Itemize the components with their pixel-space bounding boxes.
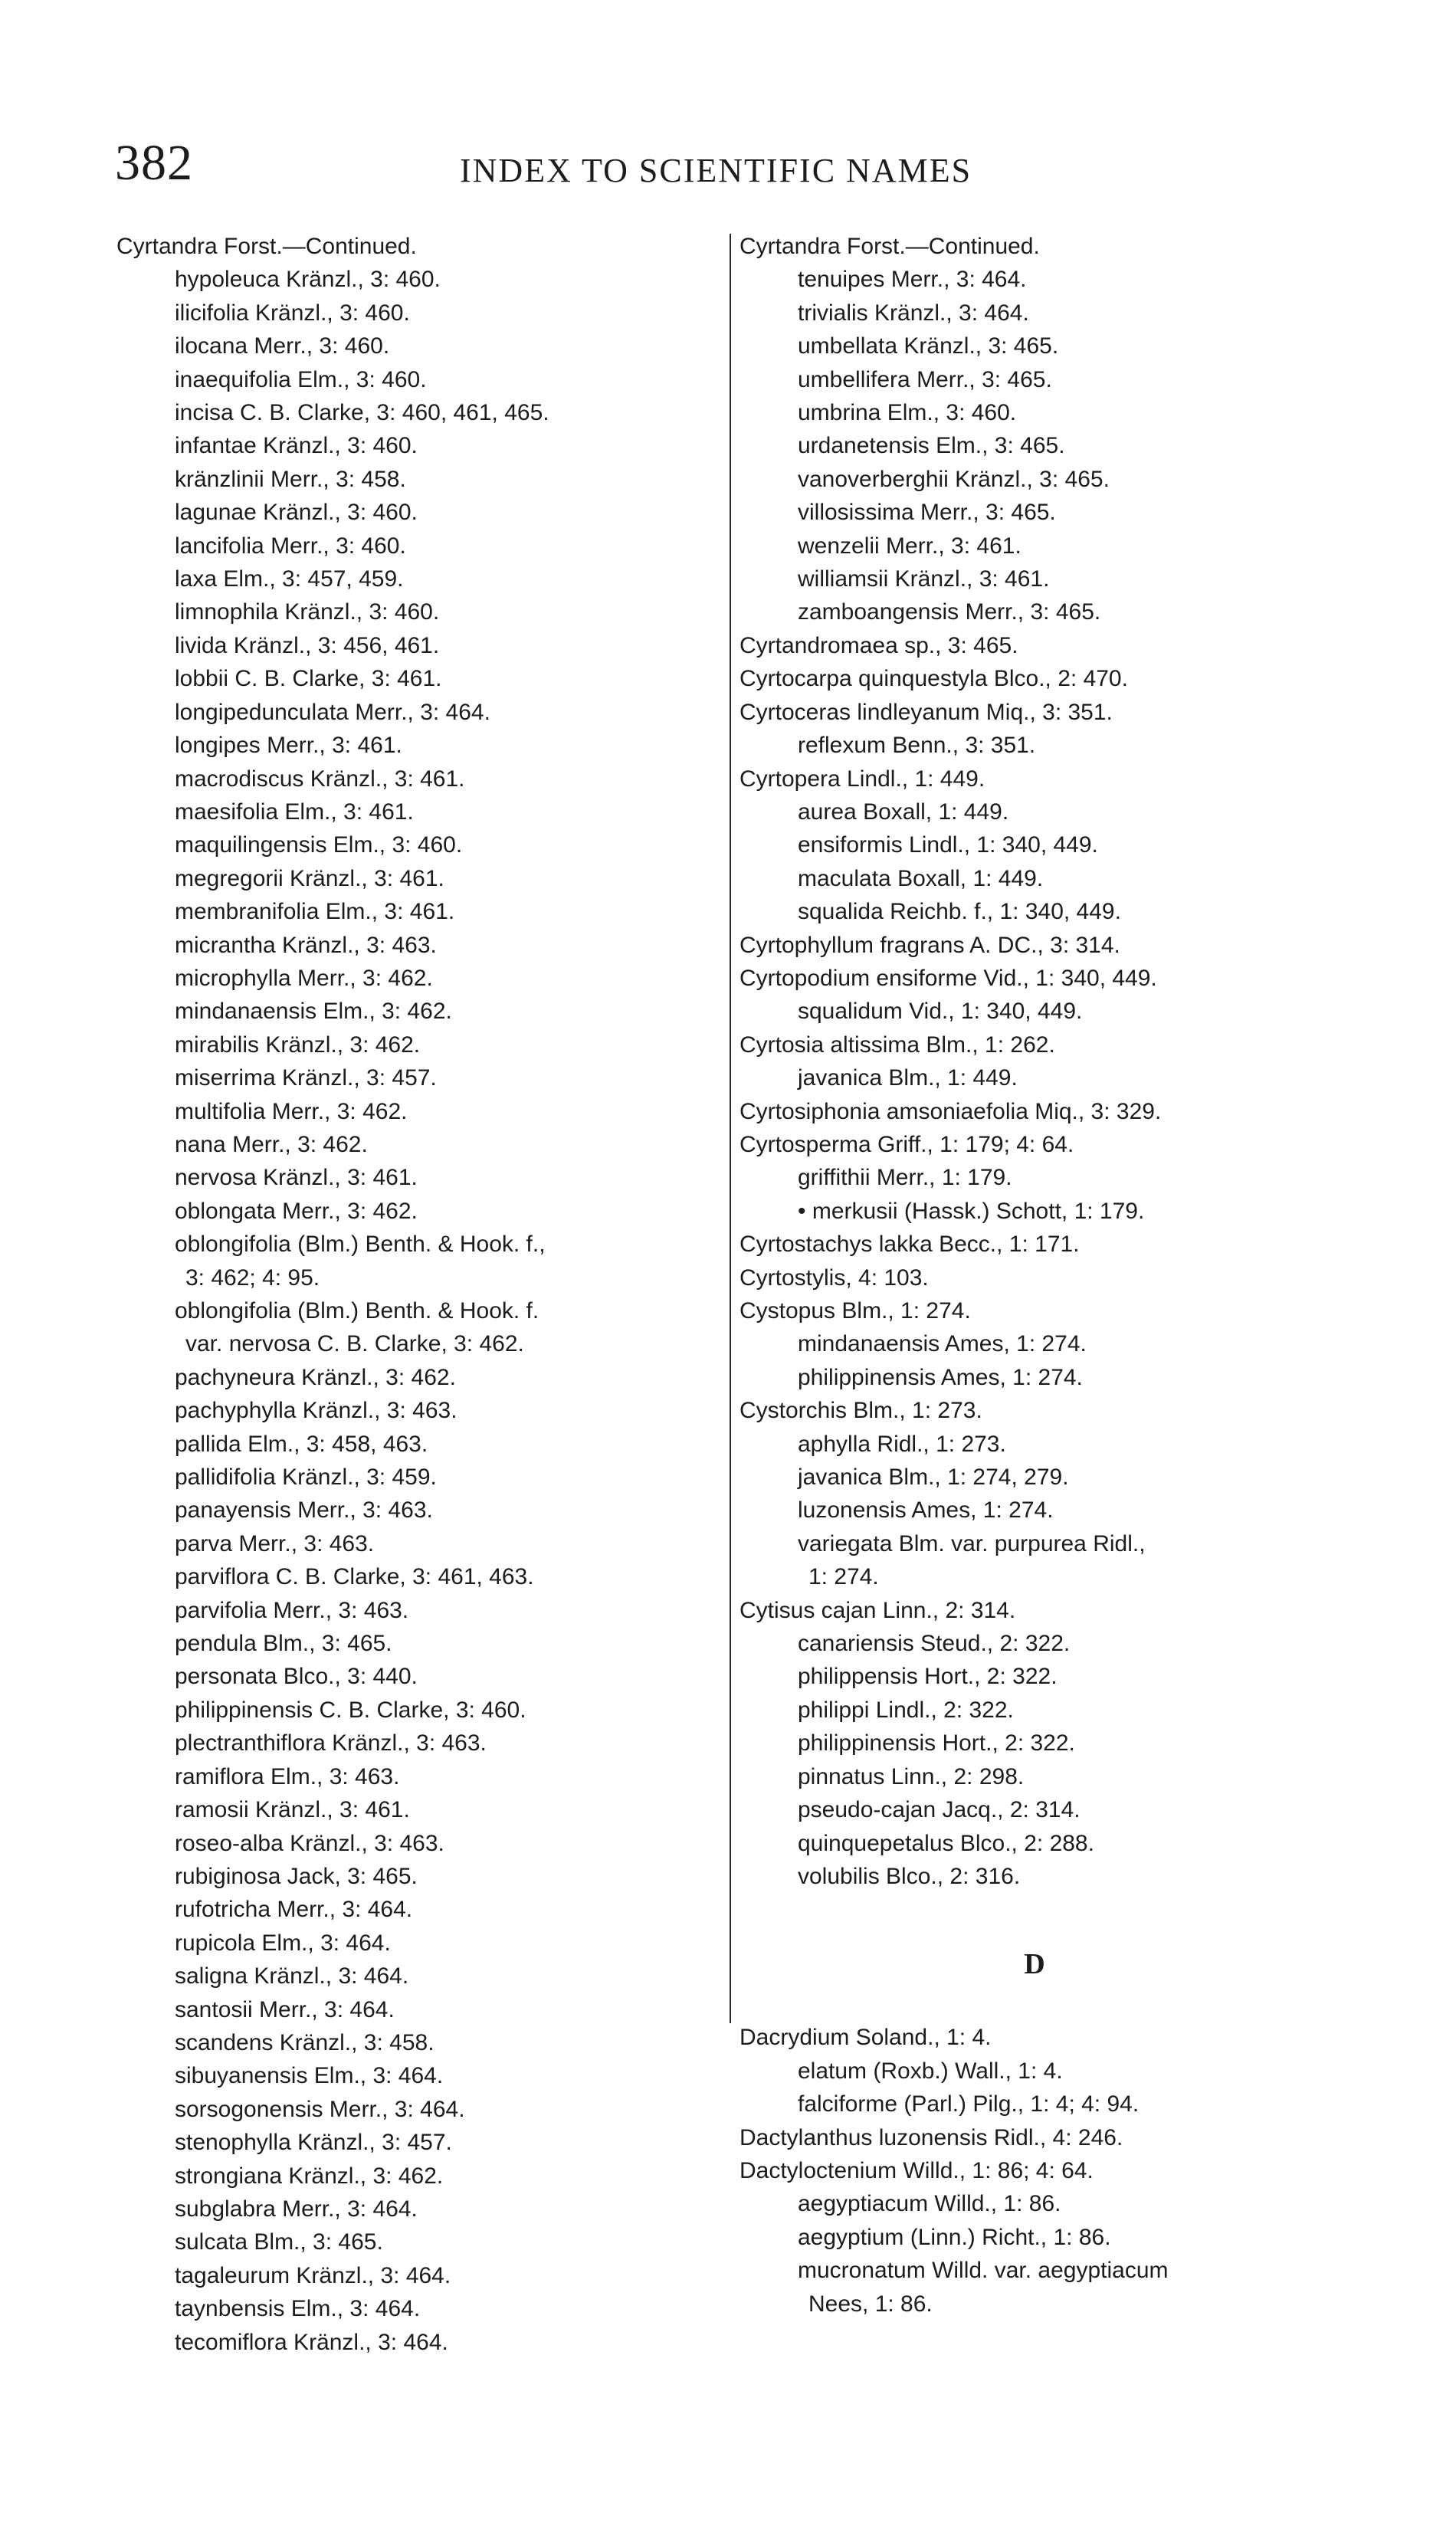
right-entry-list-d xyxy=(739,2021,1330,2321)
genus-heading: Cyrtandra Forst.—Continued. xyxy=(739,234,1040,259)
index-entry: Cystopus Blm., 1: 274. xyxy=(739,1298,971,1324)
index-entry: kränzlinii Merr., 3: 458. xyxy=(175,466,406,492)
index-entry: elatum (Roxb.) Wall., 1: 4. xyxy=(798,2058,1063,2084)
index-entry: micrantha Kränzl., 3: 463. xyxy=(175,932,437,958)
index-entry: Nees, 1: 86. xyxy=(808,2291,933,2317)
index-entry: pachyphylla Kränzl., 3: 463. xyxy=(175,1398,457,1424)
index-entry: aphylla Ridl., 1: 273. xyxy=(798,1431,1006,1457)
index-entry: longipedunculata Merr., 3: 464. xyxy=(175,699,490,725)
right-entry-list-cyrt-genera xyxy=(739,629,1330,1893)
index-entry: tenuipes Merr., 3: 464. xyxy=(798,267,1027,293)
index-entry: plectranthiflora Kränzl., 3: 463. xyxy=(175,1730,487,1757)
index-entry: javanica Blm., 1: 449. xyxy=(798,1065,1018,1091)
index-entry: Cyrtocarpa quinquestyla Blco., 2: 470. xyxy=(739,666,1128,692)
index-entry: santosii Merr., 3: 464. xyxy=(175,1996,395,2022)
index-entry: variegata Blm. var. purpurea Ridl., xyxy=(798,1530,1146,1556)
index-entry: maquilingensis Elm., 3: 460. xyxy=(175,832,463,858)
page-number: 382 xyxy=(115,135,193,191)
left-entry-list xyxy=(116,263,753,2359)
index-entry: strongiana Kränzl., 3: 462. xyxy=(175,2163,444,2189)
index-entry: Cyrtostachys lakka Becc., 1: 171. xyxy=(739,1232,1080,1258)
index-entry: parva Merr., 3: 463. xyxy=(175,1530,375,1556)
index-entry: Dactyloctenium Willd., 1: 86; 4: 64. xyxy=(739,2157,1094,2183)
index-entry: maesifolia Elm., 3: 461. xyxy=(175,799,414,825)
index-entry: Cyrtopera Lindl., 1: 449. xyxy=(739,766,985,792)
index-entry: aegyptium (Linn.) Richt., 1: 86. xyxy=(798,2224,1111,2250)
index-entry: aurea Boxall, 1: 449. xyxy=(798,799,1009,825)
index-entry: maculata Boxall, 1: 449. xyxy=(798,865,1044,891)
page-header xyxy=(0,0,1456,230)
index-entry: Dactylanthus luzonensis Ridl., 4: 246. xyxy=(739,2124,1123,2150)
index-entry: pallidifolia Kränzl., 3: 459. xyxy=(175,1465,437,1491)
index-entry: parviflora C. B. Clarke, 3: 461, 463. xyxy=(175,1564,534,1590)
index-entry: lancifolia Merr., 3: 460. xyxy=(175,533,406,559)
index-entry: limnophila Kränzl., 3: 460. xyxy=(175,599,440,625)
index-entry: • merkusii (Hassk.) Schott, 1: 179. xyxy=(798,1198,1145,1224)
index-entry: vanoverberghii Kränzl., 3: 465. xyxy=(798,466,1110,492)
index-entry: Cyrtopodium ensiforme Vid., 1: 340, 449. xyxy=(739,965,1157,991)
index-entry: rubiginosa Jack, 3: 465. xyxy=(175,1863,418,1889)
index-entry: Cyrtosperma Griff., 1: 179; 4: 64. xyxy=(739,1131,1074,1157)
index-entry: luzonensis Ames, 1: 274. xyxy=(798,1497,1054,1524)
right-index-column xyxy=(739,230,1330,2321)
index-entry: wenzelii Merr., 3: 461. xyxy=(798,533,1021,559)
index-entry: Cyrtosiphonia amsoniaefolia Miq., 3: 329. xyxy=(739,1098,1162,1124)
index-entry: 3: 462; 4: 95. xyxy=(185,1264,320,1291)
index-entry: Cystorchis Blm., 1: 273. xyxy=(739,1398,982,1424)
index-entry: urdanetensis Elm., 3: 465. xyxy=(798,433,1065,459)
index-entry: Cyrtoceras lindleyanum Miq., 3: 351. xyxy=(739,699,1113,725)
index-entry: taynbensis Elm., 3: 464. xyxy=(175,2296,421,2322)
index-entry: membranifolia Elm., 3: 461. xyxy=(175,899,455,925)
index-entry: ilicifolia Kränzl., 3: 460. xyxy=(175,300,410,326)
right-entry-list-cyrtandra xyxy=(739,263,1330,628)
index-entry: oblongifolia (Blm.) Benth. & Hook. f. xyxy=(175,1298,539,1324)
index-entry: philippi Lindl., 2: 322. xyxy=(798,1697,1014,1723)
index-entry: Cytisus cajan Linn., 2: 314. xyxy=(739,1597,1016,1623)
index-entry: megregorii Kränzl., 3: 461. xyxy=(175,865,444,891)
index-entry: zamboangensis Merr., 3: 465. xyxy=(798,599,1101,625)
index-entry: macrodiscus Kränzl., 3: 461. xyxy=(175,766,465,792)
index-entry: var. nervosa C. B. Clarke, 3: 462. xyxy=(185,1331,524,1357)
index-entry: laxa Elm., 3: 457, 459. xyxy=(175,566,404,592)
index-entry: philippinensis C. B. Clarke, 3: 460. xyxy=(175,1697,526,1723)
index-entry: nervosa Kränzl., 3: 461. xyxy=(175,1165,418,1191)
index-entry: oblongata Merr., 3: 462. xyxy=(175,1198,418,1224)
index-entry: stenophylla Kränzl., 3: 457. xyxy=(175,2130,452,2156)
index-entry: philippensis Hort., 2: 322. xyxy=(798,1664,1058,1690)
index-entry: ensiformis Lindl., 1: 340, 449. xyxy=(798,832,1098,858)
index-entry: Cyrtandromaea sp., 3: 465. xyxy=(739,632,1018,658)
index-entry: rupicola Elm., 3: 464. xyxy=(175,1930,391,1956)
index-entry: sulcata Blm., 3: 465. xyxy=(175,2229,383,2255)
index-entry: ilocana Merr., 3: 460. xyxy=(175,333,390,359)
index-entry: personata Blco., 3: 440. xyxy=(175,1664,418,1690)
index-entry: javanica Blm., 1: 274, 279. xyxy=(798,1465,1069,1491)
index-entry: volubilis Blco., 2: 316. xyxy=(798,1863,1021,1889)
index-entry: tagaleurum Kränzl., 3: 464. xyxy=(175,2262,451,2288)
left-index-column xyxy=(116,230,753,2359)
index-entry: livida Kränzl., 3: 456, 461. xyxy=(175,632,440,658)
index-entry: mucronatum Willd. var. aegyptiacum xyxy=(798,2258,1169,2284)
index-entry: parvifolia Merr., 3: 463. xyxy=(175,1597,409,1623)
section-letter-d: D xyxy=(1024,1948,1045,1981)
index-entry: microphylla Merr., 3: 462. xyxy=(175,965,433,991)
index-entry: pachyneura Kränzl., 3: 462. xyxy=(175,1364,456,1390)
index-entry: lagunae Kränzl., 3: 460. xyxy=(175,500,418,526)
index-entry: philippinensis Hort., 2: 322. xyxy=(798,1730,1075,1757)
index-entry: rufotricha Merr., 3: 464. xyxy=(175,1897,413,1923)
index-entry: oblongifolia (Blm.) Benth. & Hook. f., xyxy=(175,1232,546,1258)
index-entry: tecomiflora Kränzl., 3: 464. xyxy=(175,2329,448,2355)
index-entry: pallida Elm., 3: 458, 463. xyxy=(175,1431,428,1457)
index-entry: aegyptiacum Willd., 1: 86. xyxy=(798,2191,1061,2217)
index-entry: quinquepetalus Blco., 2: 288. xyxy=(798,1830,1094,1856)
index-entry: Dacrydium Soland., 1: 4. xyxy=(739,2025,992,2051)
index-entry: ramosii Kränzl., 3: 461. xyxy=(175,1797,410,1823)
index-entry: squalidum Vid., 1: 340, 449. xyxy=(798,999,1083,1025)
index-entry: nana Merr., 3: 462. xyxy=(175,1131,368,1157)
index-entry: 1: 274. xyxy=(808,1564,879,1590)
genus-heading: Cyrtandra Forst.—Continued. xyxy=(116,234,417,259)
index-entry: incisa C. B. Clarke, 3: 460, 461, 465. xyxy=(175,400,549,426)
index-entry: miserrima Kränzl., 3: 457. xyxy=(175,1065,437,1091)
index-entry: multifolia Merr., 3: 462. xyxy=(175,1098,408,1124)
index-entry: umbellifera Merr., 3: 465. xyxy=(798,366,1052,392)
index-entry: mirabilis Kränzl., 3: 462. xyxy=(175,1032,421,1058)
index-entry: reflexum Benn., 3: 351. xyxy=(798,733,1036,759)
index-entry: trivialis Kränzl., 3: 464. xyxy=(798,300,1029,326)
index-entry: roseo-alba Kränzl., 3: 463. xyxy=(175,1830,444,1856)
index-entry: scandens Kränzl., 3: 458. xyxy=(175,2029,435,2055)
index-entry: ramiflora Elm., 3: 463. xyxy=(175,1763,400,1789)
index-entry: infantae Kränzl., 3: 460. xyxy=(175,433,418,459)
index-entry: lobbii C. B. Clarke, 3: 461. xyxy=(175,666,442,692)
index-entry: pseudo-cajan Jacq., 2: 314. xyxy=(798,1797,1081,1823)
index-entry: mindanaensis Ames, 1: 274. xyxy=(798,1331,1087,1357)
index-entry: canariensis Steud., 2: 322. xyxy=(798,1631,1071,1657)
index-entry: hypoleuca Kränzl., 3: 460. xyxy=(175,267,441,293)
index-entry: williamsii Kränzl., 3: 461. xyxy=(798,566,1050,592)
index-entry: inaequifolia Elm., 3: 460. xyxy=(175,366,427,392)
index-entry: umbrina Elm., 3: 460. xyxy=(798,400,1017,426)
index-entry: falciforme (Parl.) Pilg., 1: 4; 4: 94. xyxy=(798,2091,1140,2117)
index-entry: pendula Blm., 3: 465. xyxy=(175,1631,392,1657)
index-entry: mindanaensis Elm., 3: 462. xyxy=(175,999,452,1025)
index-entry: Cyrtostylis, 4: 103. xyxy=(739,1264,929,1291)
index-entry: panayensis Merr., 3: 463. xyxy=(175,1497,433,1524)
index-entry: saligna Kränzl., 3: 464. xyxy=(175,1963,409,1989)
index-entry: squalida Reichb. f., 1: 340, 449. xyxy=(798,899,1121,925)
index-entry: longipes Merr., 3: 461. xyxy=(175,733,402,759)
index-entry: villosissima Merr., 3: 465. xyxy=(798,500,1056,526)
index-entry: Cyrtophyllum fragrans A. DC., 3: 314. xyxy=(739,932,1120,958)
index-entry: philippinensis Ames, 1: 274. xyxy=(798,1364,1083,1390)
index-entry: umbellata Kränzl., 3: 465. xyxy=(798,333,1059,359)
index-entry: sibuyanensis Elm., 3: 464. xyxy=(175,2063,444,2089)
index-entry: sorsogonensis Merr., 3: 464. xyxy=(175,2096,465,2122)
running-title: INDEX TO SCIENTIFIC NAMES xyxy=(460,152,972,189)
index-entry: subglabra Merr., 3: 464. xyxy=(175,2196,418,2222)
index-entry: pinnatus Linn., 2: 298. xyxy=(798,1763,1025,1789)
index-entry: griffithii Merr., 1: 179. xyxy=(798,1165,1012,1191)
index-entry: Cyrtosia altissima Blm., 1: 262. xyxy=(739,1032,1055,1058)
